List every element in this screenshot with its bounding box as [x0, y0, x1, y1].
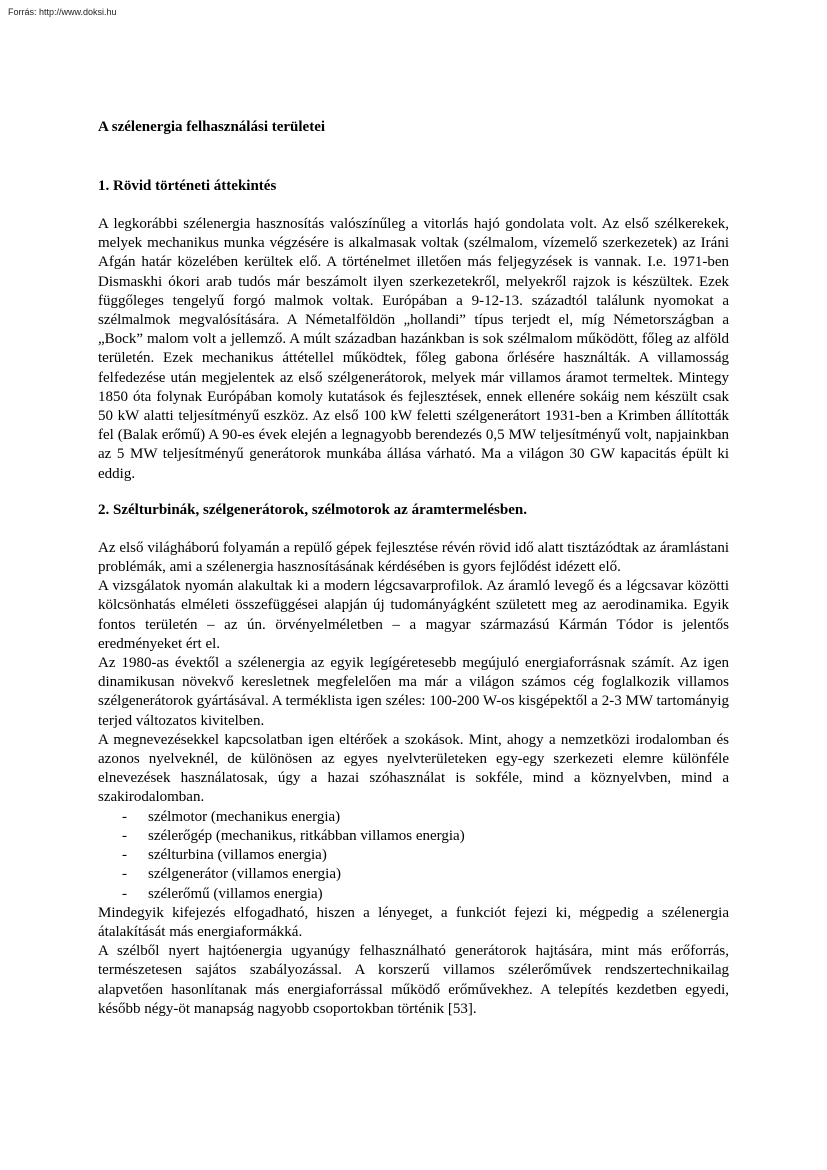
section-2-paragraph: Az 1980-as évektől a szélenergia az egyik legígéretesebb megújuló energiaforrásnak számít. Az igen dinamikusan növekvő keresletnek megfelelően ma már a világon számos cég foglalkozik villamos szélgenerátorok gyártásával. A terméklista igen széles: 100-200 W-os kisgépektől a 2-3 MW tartományig terjed változatos kivitelben. — [98, 655, 729, 729]
section-2-paragraph: A vizsgálatok nyomán alakultak ki a modern légcsavarprofilok. Az áramló levegő és a légcsavar közötti kölcsönhatás elméleti összefüggései alapján új tudományágként született meg az aerodinamika. Egyik fontos területén – az ún. örvényelméletben – a magyar származású Kármán Tódor is jelentős eredményeket ért el. — [98, 578, 729, 652]
section-1-paragraph: A legkorábbi szélenergia hasznosítás valószínűleg a vitorlás hajó gondolata volt. Az első szélkerekek, melyek mechanikus munka végzésére is alkalmasak voltak (szélmalom, vízemelő szerkezetek) az Iráni Afgán határ közelében kerültek elő. A történelmet illetően más feljegyzések is vannak. I.e. 1971-ben Dismaskhi ókori arab tudós már beszámolt ilyen szerkezetekről, melyekről rajzok is készültek. Ezek függőleges tengelyű forgó malmok voltak. Európában a 9-12-13. századtól találunk nyomokat a szélmalmok megvalósítására. A Németalföldön „hollandi” típus terjedt el, míg Németországban a „Bock” malom volt a jellemző. A múlt században hazánkban is sok szélmalom működött, főleg az alföld területén. Ezek mechanikus áttétellel működtek, főleg gabona őrlésére használták. A villamosság felfedezése után megjelentek az első szélgenerátorok, melyek már villamos áramot termeltek. Mintegy 1850 óta folynak Európában komoly kutatások és fejlesztések, ennek ellenére sokáig nem készült csak 50 kW alatti teljesítményű eszköz. Az első 100 kW feletti szélgenerátort 1931-ben a Krimben állították fel (Balak erőmű) A 90-es évek elején a legnagyobb berendezés 0,5 MW teljesítményű volt, napjainkban az 5 MW teljesítményű generátorok munkába állása várható. Ma a világon 30 GW kapacitás épült ki eddig. — [98, 216, 729, 482]
section-1-heading: 1. Rövid történeti áttekintés — [98, 178, 277, 194]
section-2-paragraph: Az első világháború folyamán a repülő gépek fejlesztése révén rövid idő alatt tisztázódtak az áramlástani problémák, ami a szélenergia hasznosításának kérdésében is gyors fejlődést idézett elő. — [98, 539, 729, 576]
document-body — [98, 118, 729, 1019]
section-2-paragraph: A megnevezésekkel kapcsolatban igen eltérőek a szokások. Mint, ahogy a nemzetközi irodalomban és azonos nyelveknél, de különösen az egyes nyelvterületeken egy-egy szerkezeti elemre különféle elnevezések használatosak, úgy a hazai szóhasználat is sokféle, mind a köznyelvben, mind a szakirodalomban. — [98, 731, 729, 806]
list-item: - szélgenerátor (villamos energia) — [122, 865, 729, 884]
list-item: - szélerőgép (mechanikus, ritkábban villamos energia) — [122, 827, 729, 846]
document-title: A szélenergia felhasználási területei — [98, 119, 326, 135]
closing-paragraph: Mindegyik kifejezés elfogadható, hiszen a lényeget, a funkciót fejezi ki, mégpedig a szélenergia átalakítását más energiaformákká. — [98, 904, 729, 940]
closing-paragraph: A szélből nyert hajtóenergia ugyanúgy felhasználható generátorok hajtására, mint más erőforrás, természetesen sajátos szabályozással. A korszerű villamos szélerőművek rendszertechnikailag alapvetően hasonlítanak más energiaforrással működő erőművekhez. A telepítés kezdetben egyedi, később négy-öt manapság nagyobb csoportokban történik [53]. — [98, 943, 729, 1017]
term-list — [98, 808, 729, 904]
list-item: - szélmotor (mechanikus energia) — [122, 808, 729, 827]
source-watermark: Forrás: http://www.doksi.hu — [8, 7, 117, 17]
section-2-heading: 2. Szélturbinák, szélgenerátorok, szélmotorok az áramtermelésben. — [98, 501, 527, 518]
list-item: - szélerőmű (villamos energia) — [122, 885, 729, 904]
list-item: - szélturbina (villamos energia) — [122, 846, 729, 865]
